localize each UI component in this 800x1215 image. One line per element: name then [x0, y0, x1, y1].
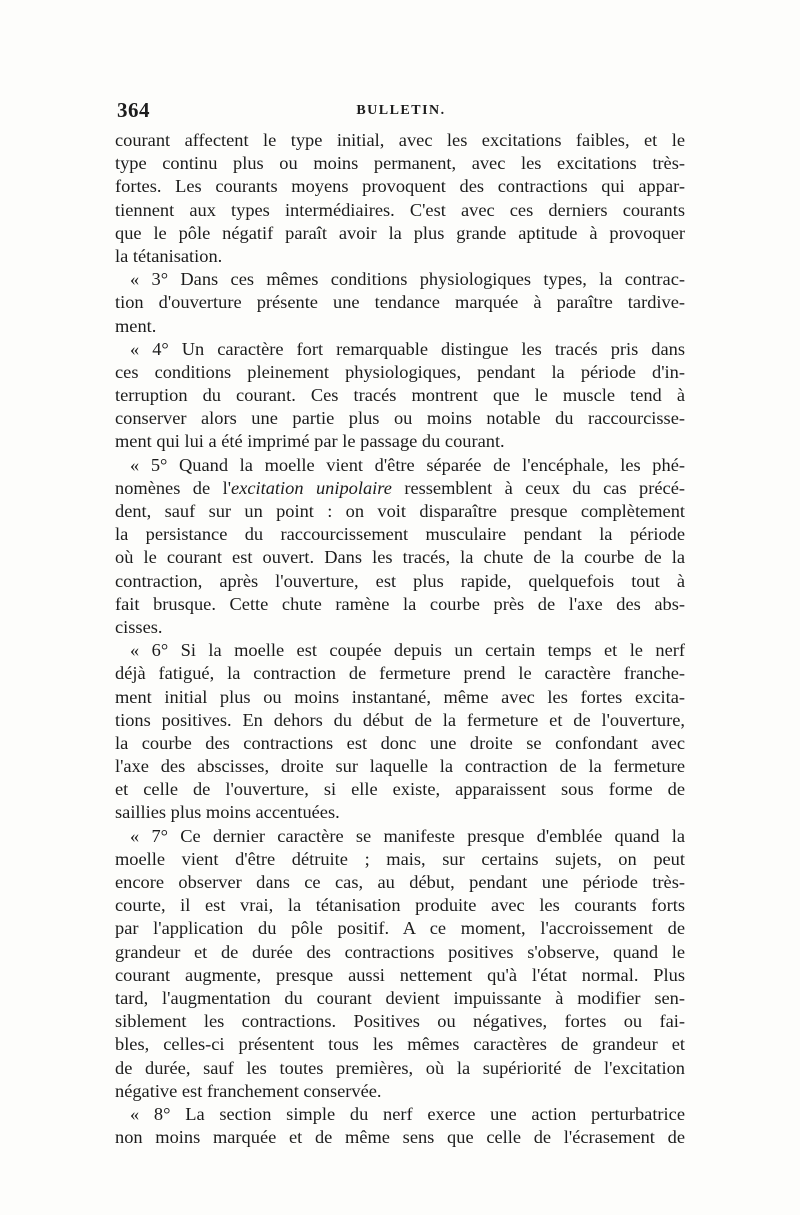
text-line: grandeur et de durée des contractions positives s'observe, quand le	[115, 941, 685, 962]
page-header	[117, 98, 685, 128]
text-line: « 3° Dans ces mêmes conditions physiologiques types, la contrac-	[130, 269, 685, 290]
text-line: où le courant est ouvert. Dans les tracés, la chute de la courbe de la	[115, 547, 685, 568]
italic-term: excitation unipolaire	[231, 477, 392, 498]
text-line: « 6° Si la moelle est coupée depuis un certain temps et le nerf	[130, 640, 685, 661]
text-line	[115, 477, 685, 500]
text-line: par l'application du pôle positif. A ce moment, l'accroissement de	[115, 918, 685, 939]
text-line: ment qui lui a été imprimé par le passage du courant.	[115, 431, 505, 452]
text-line: de durée, sauf les toutes premières, où la supériorité de l'excitation	[115, 1057, 685, 1078]
text-line: siblement les contractions. Positives ou négatives, fortes ou fai-	[115, 1011, 685, 1032]
text-line: « 8° La section simple du nerf exerce une action perturbatrice	[130, 1103, 685, 1124]
text-line: fortes. Les courants moyens provoquent des contractions qui appar-	[115, 176, 685, 197]
text-line: encore observer dans ce cas, au début, pendant une période très-	[115, 872, 685, 892]
text-line: et celle de l'ouverture, si elle existe, apparaissent sous forme de	[115, 779, 685, 800]
text-line: courte, il est vrai, la tétanisation produite avec les courants forts	[115, 895, 685, 916]
text-line: déjà fatigué, la contraction de fermeture prend le caractère franche-	[115, 663, 685, 684]
text-line: terruption du courant. Ces tracés montrent que le muscle tend à	[115, 385, 685, 406]
text-line: tiennent aux types intermédiaires. C'est avec ces derniers courants	[115, 199, 685, 220]
text-line: « 7° Ce dernier caractère se manifeste presque d'emblée quand la	[130, 825, 685, 846]
text-line: tard, l'augmentation du courant devient impuissante à modifier sen-	[115, 987, 685, 1008]
text-line: tions positives. En dehors du début de la fermeture et de l'ouverture,	[115, 709, 685, 730]
body-text	[115, 129, 685, 1149]
text-line: bles, celles-ci présentent tous les mêmes caractères de grandeur et	[115, 1034, 685, 1055]
text-line: conserver alors une partie plus ou moins notable du raccourcisse-	[115, 408, 685, 429]
running-title: BULLETIN.	[356, 103, 446, 118]
text-segment: nomènes de l'	[115, 477, 232, 498]
text-line: tion d'ouverture présente une tendance marquée à paraître tardive-	[115, 292, 685, 313]
text-line: « 4° Un caractère fort remarquable distingue les tracés pris dans	[130, 338, 685, 359]
text-line: type continu plus ou moins permanent, avec les excitations très-	[115, 153, 685, 174]
text-line: « 5° Quand la moelle vient d'être séparée de l'encéphale, les phé-	[130, 454, 685, 475]
text-line: ment initial plus ou moins instantané, même avec les fortes excita-	[115, 686, 685, 707]
text-line: que le pôle négatif paraît avoir la plus grande aptitude à provoquer	[115, 222, 685, 243]
page-number: 364	[117, 98, 150, 122]
text-segment: ressemblent à ceux du cas précé-	[391, 477, 685, 498]
text-line: courant augmente, presque aussi nettement qu'à l'état normal. Plus	[115, 964, 685, 985]
text-line: saillies plus moins accentuées.	[115, 802, 340, 823]
text-line: moelle vient d'être détruite ; mais, sur certains sujets, on peut	[115, 848, 685, 869]
text-line: l'axe des abscisses, droite sur laquelle la contraction de la fermeture	[115, 756, 685, 777]
text-line: la persistance du raccourcissement musculaire pendant la période	[115, 524, 685, 545]
text-line: non moins marquée et de même sens que celle de l'écrasement de	[115, 1127, 685, 1148]
text-line: courant affectent le type initial, avec les excitations faibles, et le	[115, 130, 685, 150]
text-line: ment.	[115, 315, 157, 336]
text-line: dent, sauf sur un point : on voit disparaître presque complètement	[115, 501, 685, 521]
text-line: contraction, après l'ouverture, est plus rapide, quelquefois tout à	[115, 570, 685, 591]
text-line: négative est franchement conservée.	[115, 1080, 382, 1101]
text-line: cisses.	[115, 616, 163, 637]
text-line: ces conditions pleinement physiologiques, pendant la période d'in-	[115, 361, 685, 382]
text-line: fait brusque. Cette chute ramène la courbe près de l'axe des abs-	[115, 593, 685, 614]
text-line: la tétanisation.	[115, 245, 223, 266]
text-line: la courbe des contractions est donc une droite se confondant avec	[115, 732, 685, 753]
